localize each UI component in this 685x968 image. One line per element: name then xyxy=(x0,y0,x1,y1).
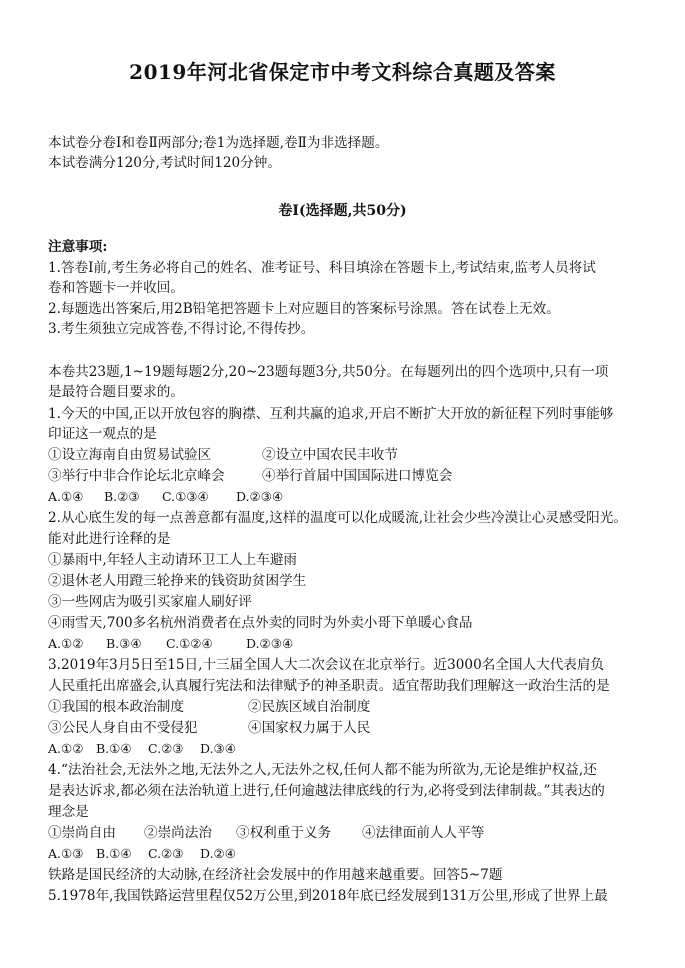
q4-items xyxy=(48,823,648,843)
q2-choice-a[interactable]: A.①② xyxy=(48,636,84,651)
q2-choice-c[interactable]: C.①②④ xyxy=(166,636,213,651)
section-title: 卷Ⅰ(选择题,共50分) xyxy=(278,203,407,219)
q1-choice-a[interactable]: A.①④ xyxy=(48,489,84,504)
q3-items-row-1 xyxy=(48,697,648,717)
q1-stem-1: 1.今天的中国,正以开放包容的胸襟、互利共赢的追求,开启不断扩大开放的新征程下列时事能够 xyxy=(48,406,614,422)
instructions-line-2: 是最符合题目要求的。 xyxy=(48,384,184,400)
q1-choice-b[interactable]: B.②③ xyxy=(104,489,140,504)
instructions-line-1: 本卷共23题,1~19题每题2分,20~23题每题3分,共50分。在每题列出的四个选项中,只有一项 xyxy=(48,364,609,380)
q1-stem-2: 印证这一观点的是 xyxy=(48,426,157,442)
q2-choice-d[interactable]: D.②③④ xyxy=(246,636,294,651)
q3-choice-b[interactable]: B.①④ xyxy=(96,741,132,756)
q4-item-1: ①崇尚自由 xyxy=(48,825,116,841)
q4-item-2: ②崇尚法治 xyxy=(144,825,212,841)
q1-choices xyxy=(48,487,648,507)
q4-choice-b[interactable]: B.①④ xyxy=(96,846,132,861)
q3-item-2: ②民族区域自治制度 xyxy=(248,699,371,715)
q1-item-2: ②设立中国农民丰收节 xyxy=(262,447,398,463)
q2-choice-b[interactable]: B.③④ xyxy=(106,636,142,651)
notes-heading: 注意事项: xyxy=(48,239,108,255)
q4-stem-2: 是表达诉求,都必须在法治轨道上进行,任何逾越法律底线的行为,必将受到法律制裁。”其表达的 xyxy=(48,783,605,799)
notes-line-1: 1.答卷Ⅰ前,考生务必将自己的姓名、准考证号、科目填涂在答题卡上,考试结束,监考人员将试 xyxy=(48,260,596,276)
q4-choice-d[interactable]: D.②④ xyxy=(200,846,236,861)
q1-items-row-1 xyxy=(48,445,648,465)
notes-line-4: 3.考生须独立完成答卷,不得讨论,不得传抄。 xyxy=(48,321,315,337)
q3-choice-d[interactable]: D.③④ xyxy=(200,741,236,756)
q3-stem-2: 人民重托出席盛会,认真履行宪法和法律赋予的神圣职责。适宜帮助我们理解这一政治生活的是 xyxy=(48,678,610,694)
railway-lead: 铁路是国民经济的大动脉,在经济社会发展中的作用越来越重要。回答5~7题 xyxy=(48,867,503,883)
q5-stem-1: 5.1978年,我国铁路运营里程仅52万公里,到2018年底已经发展到131万公里,形成了世界上最 xyxy=(48,888,608,904)
q2-item-1: ①暴雨中,年轻人主动请环卫工人上车避雨 xyxy=(48,552,298,568)
q3-item-4: ④国家权力属于人民 xyxy=(248,720,371,736)
q4-stem-1: 4.“法治社会,无法外之地,无法外之人,无法外之权,任何人都不能为所欲为,无论是维护权益,还 xyxy=(48,762,597,778)
intro-line-1: 本试卷分卷Ⅰ和卷Ⅱ两部分;卷1为选择题,卷Ⅱ为非选择题。 xyxy=(48,135,389,151)
q1-items-row-2 xyxy=(48,466,648,486)
q3-item-1: ①我国的根本政治制度 xyxy=(48,699,184,715)
intro-line-2: 本试卷满分120分,考试时间120分钟。 xyxy=(48,155,281,171)
q3-choices xyxy=(48,739,648,759)
notes-line-2: 卷和答题卡一并收回。 xyxy=(48,280,184,296)
q4-choice-c[interactable]: C.②③ xyxy=(148,846,184,861)
q4-choice-a[interactable]: A.①③ xyxy=(48,846,84,861)
q2-stem-2: 能对此进行诠释的是 xyxy=(48,531,171,547)
q1-item-3: ③举行中非合作论坛北京峰会 xyxy=(48,468,225,484)
q3-stem-1: 3.2019年3月5日至15日,十三届全国人大二次会议在北京举行。近3000名全国人大代表肩负 xyxy=(48,657,605,673)
q4-choices xyxy=(48,844,648,864)
q2-choices xyxy=(48,634,648,654)
notes-line-3: 2.每题选出答案后,用2B铅笔把答题卡上对应题目的答案标号涂黑。答在试卷上无效。 xyxy=(48,301,560,317)
q1-choice-c[interactable]: C.①③④ xyxy=(162,489,209,504)
q4-stem-3: 理念是 xyxy=(48,804,89,820)
q2-item-2: ②退休老人用蹬三轮挣来的钱资助贫困学生 xyxy=(48,573,307,589)
q4-item-3: ③权利重于义务 xyxy=(236,825,332,841)
q2-stem-1: 2.从心底生发的每一点善意都有温度,这样的温度可以化成暖流,让社会少些冷漠让心灵感受阳光。 xyxy=(48,510,627,526)
q3-item-3: ③公民人身自由不受侵犯 xyxy=(48,720,198,736)
q1-choice-d[interactable]: D.②③④ xyxy=(236,489,284,504)
q3-choice-a[interactable]: A.①② xyxy=(48,741,84,756)
q2-item-4: ④雨雪天,700多名杭州消费者在点外卖的同时为外卖小哥下单暖心食品 xyxy=(48,615,473,631)
q3-choice-c[interactable]: C.②③ xyxy=(148,741,184,756)
q3-items-row-2 xyxy=(48,718,648,738)
q1-item-1: ①设立海南自由贸易试验区 xyxy=(48,447,212,463)
q4-item-4: ④法律面前人人平等 xyxy=(362,825,485,841)
page-title: 2019年河北省保定市中考文科综合真题及答案 xyxy=(129,60,556,84)
q2-item-3: ③一些网店为吸引买家雇人刷好评 xyxy=(48,594,252,610)
q1-item-4: ④举行首届中国国际进口博览会 xyxy=(262,468,453,484)
